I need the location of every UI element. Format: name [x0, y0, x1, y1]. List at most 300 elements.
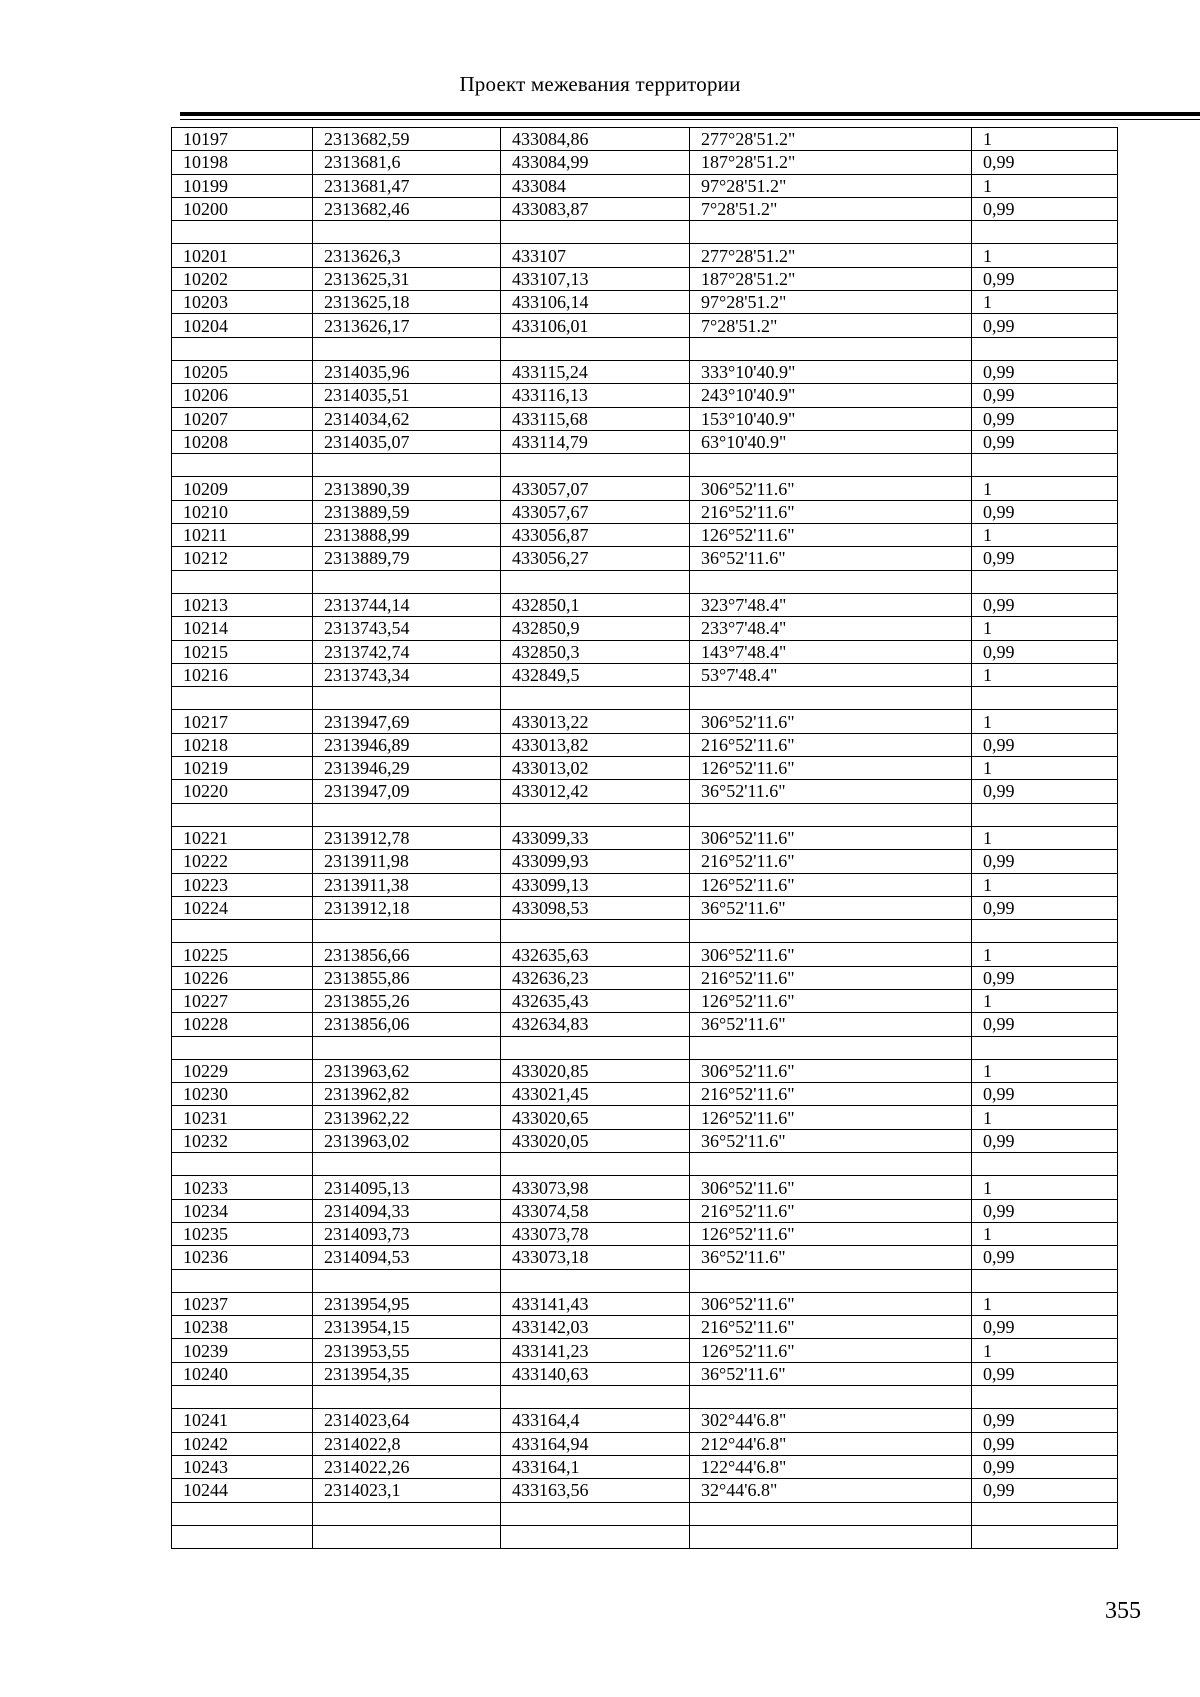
x-coordinate-cell: 2313743,54: [313, 617, 501, 640]
point-number-cell: [172, 1036, 313, 1059]
table-row: [172, 384, 1118, 407]
distance-cell: [972, 1269, 1118, 1292]
point-number-cell: 10221: [172, 826, 313, 849]
distance-cell: 0,99: [972, 197, 1118, 220]
empty-separator-row: [172, 1153, 1118, 1176]
y-coordinate-cell: 433099,93: [501, 850, 690, 873]
x-coordinate-cell: 2313962,82: [313, 1083, 501, 1106]
distance-cell: 1: [972, 710, 1118, 733]
table-row: [172, 547, 1118, 570]
point-number-cell: [172, 570, 313, 593]
y-coordinate-cell: 433073,78: [501, 1222, 690, 1245]
x-coordinate-cell: 2313963,02: [313, 1129, 501, 1152]
direction-angle-cell: 306°52'11.6": [690, 826, 972, 849]
y-coordinate-cell: 433057,67: [501, 500, 690, 523]
table-row: [172, 151, 1118, 174]
direction-angle-cell: 126°52'11.6": [690, 1339, 972, 1362]
x-coordinate-cell: 2314023,1: [313, 1479, 501, 1502]
y-coordinate-cell: 433141,43: [501, 1292, 690, 1315]
point-number-cell: 10216: [172, 663, 313, 686]
x-coordinate-cell: 2313911,98: [313, 850, 501, 873]
point-number-cell: 10208: [172, 430, 313, 453]
table-row: [172, 943, 1118, 966]
direction-angle-cell: 306°52'11.6": [690, 1059, 972, 1082]
distance-cell: 1: [972, 1106, 1118, 1129]
distance-cell: [972, 803, 1118, 826]
x-coordinate-cell: 2313681,6: [313, 151, 501, 174]
point-number-cell: 10212: [172, 547, 313, 570]
point-number-cell: 10243: [172, 1455, 313, 1478]
table-row: [172, 477, 1118, 500]
y-coordinate-cell: 432849,5: [501, 663, 690, 686]
table-row: [172, 733, 1118, 756]
point-number-cell: 10242: [172, 1432, 313, 1455]
direction-angle-cell: 126°52'11.6": [690, 757, 972, 780]
x-coordinate-cell: 2314022,26: [313, 1455, 501, 1478]
y-coordinate-cell: 433106,14: [501, 291, 690, 314]
x-coordinate-cell: 2313625,31: [313, 267, 501, 290]
point-number-cell: 10211: [172, 524, 313, 547]
table-row: [172, 1409, 1118, 1432]
distance-cell: 1: [972, 989, 1118, 1012]
direction-angle-cell: 306°52'11.6": [690, 710, 972, 733]
point-number-cell: 10241: [172, 1409, 313, 1432]
y-coordinate-cell: 433116,13: [501, 384, 690, 407]
point-number-cell: 10240: [172, 1362, 313, 1385]
point-number-cell: 10199: [172, 174, 313, 197]
distance-cell: 1: [972, 244, 1118, 267]
table-row: [172, 873, 1118, 896]
table-row: [172, 197, 1118, 220]
direction-angle-cell: [690, 1153, 972, 1176]
distance-cell: 0,99: [972, 267, 1118, 290]
point-number-cell: 10209: [172, 477, 313, 500]
direction-angle-cell: 306°52'11.6": [690, 943, 972, 966]
x-coordinate-cell: [313, 1036, 501, 1059]
direction-angle-cell: 187°28'51.2": [690, 267, 972, 290]
x-coordinate-cell: 2314095,13: [313, 1176, 501, 1199]
x-coordinate-cell: [313, 920, 501, 943]
y-coordinate-cell: [501, 920, 690, 943]
empty-separator-row: [172, 1036, 1118, 1059]
direction-angle-cell: 216°52'11.6": [690, 1083, 972, 1106]
distance-cell: [972, 1386, 1118, 1409]
direction-angle-cell: 216°52'11.6": [690, 500, 972, 523]
distance-cell: 0,99: [972, 151, 1118, 174]
point-number-cell: 10202: [172, 267, 313, 290]
table-row: [172, 1013, 1118, 1036]
coordinates-table: [171, 127, 1118, 1549]
distance-cell: 0,99: [972, 966, 1118, 989]
y-coordinate-cell: [501, 1386, 690, 1409]
empty-separator-row: [172, 1502, 1118, 1525]
x-coordinate-cell: [313, 1386, 501, 1409]
table-row: [172, 291, 1118, 314]
y-coordinate-cell: 432636,23: [501, 966, 690, 989]
direction-angle-cell: 306°52'11.6": [690, 1292, 972, 1315]
direction-angle-cell: 302°44'6.8": [690, 1409, 972, 1432]
direction-angle-cell: 126°52'11.6": [690, 1222, 972, 1245]
distance-cell: 1: [972, 291, 1118, 314]
distance-cell: 0,99: [972, 407, 1118, 430]
point-number-cell: 10239: [172, 1339, 313, 1362]
y-coordinate-cell: 433164,94: [501, 1432, 690, 1455]
empty-separator-row: [172, 803, 1118, 826]
distance-cell: 0,99: [972, 850, 1118, 873]
distance-cell: 0,99: [972, 733, 1118, 756]
direction-angle-cell: 153°10'40.9": [690, 407, 972, 430]
x-coordinate-cell: 2313626,3: [313, 244, 501, 267]
distance-cell: 0,99: [972, 1083, 1118, 1106]
direction-angle-cell: 122°44'6.8": [690, 1455, 972, 1478]
point-number-cell: [172, 1386, 313, 1409]
x-coordinate-cell: 2313890,39: [313, 477, 501, 500]
point-number-cell: 10234: [172, 1199, 313, 1222]
x-coordinate-cell: 2313953,55: [313, 1339, 501, 1362]
y-coordinate-cell: 433013,22: [501, 710, 690, 733]
x-coordinate-cell: 2314035,51: [313, 384, 501, 407]
distance-cell: 0,99: [972, 1455, 1118, 1478]
distance-cell: 1: [972, 943, 1118, 966]
x-coordinate-cell: 2314094,33: [313, 1199, 501, 1222]
point-number-cell: 10207: [172, 407, 313, 430]
table-row: [172, 1059, 1118, 1082]
x-coordinate-cell: 2313888,99: [313, 524, 501, 547]
direction-angle-cell: 126°52'11.6": [690, 989, 972, 1012]
point-number-cell: 10219: [172, 757, 313, 780]
empty-separator-row: [172, 920, 1118, 943]
table-row: [172, 360, 1118, 383]
distance-cell: 1: [972, 1292, 1118, 1315]
direction-angle-cell: [690, 1525, 972, 1548]
y-coordinate-cell: [501, 1502, 690, 1525]
y-coordinate-cell: [501, 570, 690, 593]
distance-cell: 0,99: [972, 430, 1118, 453]
x-coordinate-cell: [313, 570, 501, 593]
point-number-cell: 10218: [172, 733, 313, 756]
y-coordinate-cell: [501, 687, 690, 710]
table-row: [172, 407, 1118, 430]
table-row: [172, 1083, 1118, 1106]
direction-angle-cell: 126°52'11.6": [690, 524, 972, 547]
x-coordinate-cell: [313, 687, 501, 710]
y-coordinate-cell: 433073,98: [501, 1176, 690, 1199]
point-number-cell: 10224: [172, 896, 313, 919]
table-row: [172, 128, 1118, 151]
direction-angle-cell: 97°28'51.2": [690, 174, 972, 197]
x-coordinate-cell: 2313912,18: [313, 896, 501, 919]
y-coordinate-cell: 433084: [501, 174, 690, 197]
y-coordinate-cell: 432635,63: [501, 943, 690, 966]
direction-angle-cell: [690, 803, 972, 826]
point-number-cell: 10210: [172, 500, 313, 523]
direction-angle-cell: 243°10'40.9": [690, 384, 972, 407]
x-coordinate-cell: 2313889,59: [313, 500, 501, 523]
distance-cell: 0,99: [972, 896, 1118, 919]
point-number-cell: 10222: [172, 850, 313, 873]
y-coordinate-cell: 433107,13: [501, 267, 690, 290]
distance-cell: [972, 1036, 1118, 1059]
y-coordinate-cell: 433021,45: [501, 1083, 690, 1106]
header-rule-thick: [180, 112, 1200, 116]
table-row: [172, 524, 1118, 547]
empty-separator-row: [172, 221, 1118, 244]
direction-angle-cell: 63°10'40.9": [690, 430, 972, 453]
direction-angle-cell: 53°7'48.4": [690, 663, 972, 686]
direction-angle-cell: 233°7'48.4": [690, 617, 972, 640]
y-coordinate-cell: [501, 1036, 690, 1059]
coordinates-table-body: [172, 128, 1118, 1549]
distance-cell: 0,99: [972, 593, 1118, 616]
x-coordinate-cell: 2313681,47: [313, 174, 501, 197]
y-coordinate-cell: 433115,24: [501, 360, 690, 383]
direction-angle-cell: 306°52'11.6": [690, 1176, 972, 1199]
distance-cell: 1: [972, 128, 1118, 151]
distance-cell: 1: [972, 174, 1118, 197]
distance-cell: [972, 1525, 1118, 1548]
x-coordinate-cell: [313, 1525, 501, 1548]
point-number-cell: 10213: [172, 593, 313, 616]
y-coordinate-cell: 433107: [501, 244, 690, 267]
direction-angle-cell: 216°52'11.6": [690, 1316, 972, 1339]
direction-angle-cell: 216°52'11.6": [690, 1199, 972, 1222]
table-row: [172, 850, 1118, 873]
distance-cell: 1: [972, 757, 1118, 780]
x-coordinate-cell: 2313744,14: [313, 593, 501, 616]
distance-cell: 0,99: [972, 1432, 1118, 1455]
y-coordinate-cell: [501, 337, 690, 360]
direction-angle-cell: 36°52'11.6": [690, 780, 972, 803]
table-row: [172, 500, 1118, 523]
direction-angle-cell: 277°28'51.2": [690, 128, 972, 151]
distance-cell: [972, 1153, 1118, 1176]
point-number-cell: 10198: [172, 151, 313, 174]
empty-separator-row: [172, 687, 1118, 710]
point-number-cell: 10200: [172, 197, 313, 220]
distance-cell: 0,99: [972, 1246, 1118, 1269]
y-coordinate-cell: 433073,18: [501, 1246, 690, 1269]
table-row: [172, 663, 1118, 686]
point-number-cell: 10201: [172, 244, 313, 267]
point-number-cell: 10233: [172, 1176, 313, 1199]
y-coordinate-cell: 433056,87: [501, 524, 690, 547]
table-row: [172, 1362, 1118, 1385]
empty-separator-row: [172, 454, 1118, 477]
point-number-cell: 10232: [172, 1129, 313, 1152]
x-coordinate-cell: 2313856,06: [313, 1013, 501, 1036]
x-coordinate-cell: 2313912,78: [313, 826, 501, 849]
y-coordinate-cell: 433141,23: [501, 1339, 690, 1362]
x-coordinate-cell: 2313856,66: [313, 943, 501, 966]
distance-cell: 1: [972, 1176, 1118, 1199]
table-row: [172, 989, 1118, 1012]
distance-cell: 0,99: [972, 500, 1118, 523]
point-number-cell: [172, 221, 313, 244]
distance-cell: 0,99: [972, 780, 1118, 803]
table-row: [172, 1246, 1118, 1269]
point-number-cell: 10244: [172, 1479, 313, 1502]
point-number-cell: 10197: [172, 128, 313, 151]
y-coordinate-cell: 433142,03: [501, 1316, 690, 1339]
direction-angle-cell: 36°52'11.6": [690, 1129, 972, 1152]
direction-angle-cell: 333°10'40.9": [690, 360, 972, 383]
direction-angle-cell: 306°52'11.6": [690, 477, 972, 500]
y-coordinate-cell: 432634,83: [501, 1013, 690, 1036]
point-number-cell: 10227: [172, 989, 313, 1012]
y-coordinate-cell: 433056,27: [501, 547, 690, 570]
y-coordinate-cell: 433020,65: [501, 1106, 690, 1129]
direction-angle-cell: 187°28'51.2": [690, 151, 972, 174]
y-coordinate-cell: 433012,42: [501, 780, 690, 803]
table-row: [172, 1432, 1118, 1455]
x-coordinate-cell: 2314022,8: [313, 1432, 501, 1455]
x-coordinate-cell: 2313962,22: [313, 1106, 501, 1129]
direction-angle-cell: 126°52'11.6": [690, 1106, 972, 1129]
table-row: [172, 1316, 1118, 1339]
point-number-cell: 10215: [172, 640, 313, 663]
empty-separator-row: [172, 337, 1118, 360]
distance-cell: 0,99: [972, 360, 1118, 383]
table-row: [172, 1199, 1118, 1222]
direction-angle-cell: 36°52'11.6": [690, 547, 972, 570]
y-coordinate-cell: 433013,82: [501, 733, 690, 756]
page-title: Проект межевания территории: [459, 72, 741, 96]
distance-cell: 0,99: [972, 314, 1118, 337]
direction-angle-cell: 36°52'11.6": [690, 1013, 972, 1036]
distance-cell: 1: [972, 873, 1118, 896]
table-row: [172, 640, 1118, 663]
direction-angle-cell: 323°7'48.4": [690, 593, 972, 616]
distance-cell: [972, 337, 1118, 360]
direction-angle-cell: 216°52'11.6": [690, 850, 972, 873]
table-row: [172, 430, 1118, 453]
distance-cell: 1: [972, 1222, 1118, 1245]
x-coordinate-cell: [313, 803, 501, 826]
y-coordinate-cell: 433084,86: [501, 128, 690, 151]
x-coordinate-cell: [313, 1502, 501, 1525]
x-coordinate-cell: 2313889,79: [313, 547, 501, 570]
point-number-cell: 10223: [172, 873, 313, 896]
point-number-cell: 10225: [172, 943, 313, 966]
table-row: [172, 1479, 1118, 1502]
y-coordinate-cell: 433083,87: [501, 197, 690, 220]
point-number-cell: 10235: [172, 1222, 313, 1245]
y-coordinate-cell: [501, 454, 690, 477]
y-coordinate-cell: 433114,79: [501, 430, 690, 453]
y-coordinate-cell: [501, 1525, 690, 1548]
point-number-cell: 10229: [172, 1059, 313, 1082]
x-coordinate-cell: 2313946,29: [313, 757, 501, 780]
direction-angle-cell: [690, 221, 972, 244]
point-number-cell: 10237: [172, 1292, 313, 1315]
x-coordinate-cell: [313, 1153, 501, 1176]
page-number: 355: [1105, 1598, 1141, 1624]
y-coordinate-cell: 433099,13: [501, 873, 690, 896]
direction-angle-cell: [690, 570, 972, 593]
x-coordinate-cell: 2313947,69: [313, 710, 501, 733]
table-row: [172, 1129, 1118, 1152]
direction-angle-cell: 277°28'51.2": [690, 244, 972, 267]
x-coordinate-cell: 2313682,46: [313, 197, 501, 220]
distance-cell: 1: [972, 524, 1118, 547]
table-row: [172, 267, 1118, 290]
x-coordinate-cell: 2314023,64: [313, 1409, 501, 1432]
distance-cell: 1: [972, 826, 1118, 849]
table-row: [172, 757, 1118, 780]
point-number-cell: 10203: [172, 291, 313, 314]
distance-cell: [972, 1502, 1118, 1525]
x-coordinate-cell: 2313682,59: [313, 128, 501, 151]
x-coordinate-cell: 2313946,89: [313, 733, 501, 756]
y-coordinate-cell: 433084,99: [501, 151, 690, 174]
y-coordinate-cell: 433164,4: [501, 1409, 690, 1432]
point-number-cell: [172, 803, 313, 826]
direction-angle-cell: [690, 454, 972, 477]
y-coordinate-cell: [501, 803, 690, 826]
point-number-cell: [172, 337, 313, 360]
distance-cell: [972, 454, 1118, 477]
x-coordinate-cell: 2313626,17: [313, 314, 501, 337]
table-row: [172, 826, 1118, 849]
table-row: [172, 966, 1118, 989]
point-number-cell: 10230: [172, 1083, 313, 1106]
direction-angle-cell: 36°52'11.6": [690, 1362, 972, 1385]
distance-cell: 1: [972, 663, 1118, 686]
x-coordinate-cell: 2313743,34: [313, 663, 501, 686]
direction-angle-cell: [690, 920, 972, 943]
distance-cell: [972, 221, 1118, 244]
point-number-cell: 10205: [172, 360, 313, 383]
distance-cell: [972, 920, 1118, 943]
x-coordinate-cell: 2314094,53: [313, 1246, 501, 1269]
y-coordinate-cell: [501, 1153, 690, 1176]
table-row: [172, 1292, 1118, 1315]
distance-cell: 0,99: [972, 1129, 1118, 1152]
y-coordinate-cell: 433099,33: [501, 826, 690, 849]
empty-separator-row: [172, 1386, 1118, 1409]
table-row: [172, 1106, 1118, 1129]
y-coordinate-cell: 433057,07: [501, 477, 690, 500]
y-coordinate-cell: 433164,1: [501, 1455, 690, 1478]
direction-angle-cell: 32°44'6.8": [690, 1479, 972, 1502]
y-coordinate-cell: 433098,53: [501, 896, 690, 919]
x-coordinate-cell: 2313742,74: [313, 640, 501, 663]
distance-cell: 0,99: [972, 547, 1118, 570]
table-row: [172, 1455, 1118, 1478]
distance-cell: 1: [972, 617, 1118, 640]
table-row: [172, 1339, 1118, 1362]
direction-angle-cell: 97°28'51.2": [690, 291, 972, 314]
y-coordinate-cell: 433074,58: [501, 1199, 690, 1222]
direction-angle-cell: [690, 337, 972, 360]
x-coordinate-cell: 2314034,62: [313, 407, 501, 430]
table-row: [172, 593, 1118, 616]
table-row: [172, 617, 1118, 640]
table-row: [172, 174, 1118, 197]
direction-angle-cell: [690, 1036, 972, 1059]
point-number-cell: [172, 454, 313, 477]
direction-angle-cell: [690, 1502, 972, 1525]
point-number-cell: 10204: [172, 314, 313, 337]
table-row: [172, 314, 1118, 337]
direction-angle-cell: 7°28'51.2": [690, 314, 972, 337]
y-coordinate-cell: [501, 221, 690, 244]
y-coordinate-cell: 433020,05: [501, 1129, 690, 1152]
x-coordinate-cell: 2313954,95: [313, 1292, 501, 1315]
direction-angle-cell: 7°28'51.2": [690, 197, 972, 220]
point-number-cell: 10206: [172, 384, 313, 407]
y-coordinate-cell: 433115,68: [501, 407, 690, 430]
